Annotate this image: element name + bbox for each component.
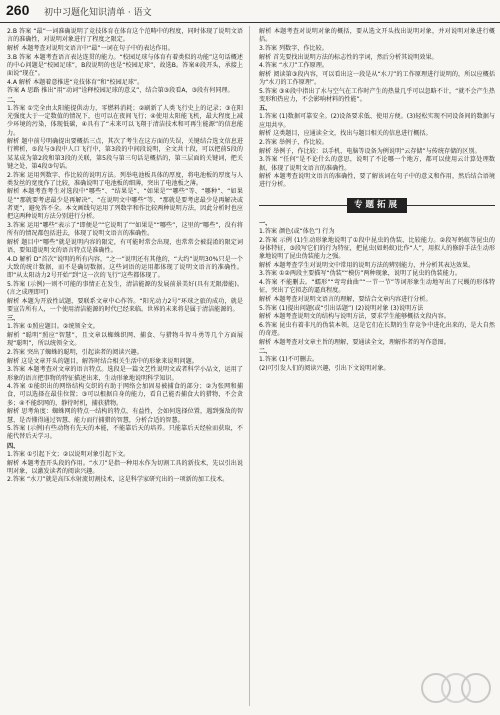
answer-paragraph: 6.答案 昆虫有着非凡的伪装本领，这是它们在长期的生存竞争中进化出来的，是大自然的奇迹。 — [259, 321, 495, 338]
answer-paragraph: 2.答案 举例子，作比较。 — [259, 138, 328, 146]
answer-paragraph: 解析 思考角度：蜘蛛网的特点一结构的特点，有益性，会如何选择位置，遇到强敌的智慧，是否懂得通过智慧、能力而行捕猎的智慧，分析合适的智慧。 — [7, 408, 243, 424]
answer-paragraph: 5.答案 (示例)有些动物有先天的本能，不能靠后天的培养。只能靠后天经验而获取，不能代替后天学习。 — [7, 425, 243, 441]
answer-paragraph: 5.答案 (示例)一则不可能的事情正在发生，清洁能源的发展前景美好(具有无限潜能)。(言之成理即可) — [7, 280, 243, 297]
answer-paragraph: 解析 这类题目，应通读全文，找出与题目相关的信息进行概括。 — [259, 130, 432, 138]
watermark-logo — [418, 668, 496, 710]
answer-paragraph: 5.答案 ③④段中指出了水与空气在工作时产生的热量几乎可以忽略不计，“就不会产生热变形和热应力，不会影响材料的性能”。 — [259, 87, 495, 103]
section-heading: 二、 — [7, 96, 20, 104]
answer-paragraph: 解析 本题考查学生对说明文中常用的说明方法的辨别能力，并分析其表达效果。 — [259, 261, 475, 269]
answer-paragraph: (2)可引发人们的阅读兴趣，引出下文说明对象。 — [259, 364, 390, 372]
section-heading: 一、 — [259, 219, 272, 227]
answer-paragraph: 解析 本题考查开头段的作用。“水刀”是指一种用水作为切割工具的新技术，先以引出说明对象，以激发读者的阅读兴趣。 — [7, 459, 243, 475]
answer-paragraph: 3.答案 列数字，作比较。 — [259, 44, 328, 52]
book-title: 初中习题化知识清单 · 语文 — [44, 8, 152, 18]
answer-paragraph: 解析 题目中“哪些”就是说明内容的限定，有可能时常会出现，也常常会被混淆的限定词语，要知道说明文的语言特点是准确性。 — [7, 238, 243, 255]
banner-label: 专题拓展 — [347, 198, 407, 213]
answer-paragraph: 1.答案 (1)数据可靠安全。(2)设备要求低、使用方便。(3)轻松实现不同设备间的数据与应用共享。 — [259, 113, 495, 129]
answer-paragraph: 解析 举例子，作比较：以手机、电脑等设备为例说明“云存储”与传统存储的区别。 — [259, 147, 481, 155]
answer-paragraph: 2.答案 突出了蜘蛛的聪明，引起读者的阅读兴趣。 — [7, 348, 143, 356]
answer-paragraph: 解析 本题为开放性试题，要联系文章中心作答。“阳光动力2号”环球之旅的成功，就是要宣告所有人，一个使用清洁能源的时代已经来临。世界的未来将是属于清洁能源的。 — [7, 297, 243, 313]
answer-paragraph: 解析 “聪明”照应“智慧”，且文章以蜘蛛织网、捕食、与猎物斗智斗勇等几个方面展现“聪明”，所以统领全文。 — [7, 332, 243, 348]
answer-paragraph: 解析 本题考查对说明对象的概括，要从选文开头找出说明对象，并对说明对象进行概括。 — [259, 28, 495, 44]
answer-paragraph: 解析 本题考查对文章主旨的理解，要通读全文，理解作者的写作意图。 — [259, 338, 450, 346]
answer-paragraph: 1.答案 颜色(或“体色”) 行为 — [259, 227, 335, 235]
answer-paragraph: 解析 本题考查说明文语言的准确性，要了解该词在句子中的意义和作用，然后结合语境进行分析。 — [259, 173, 495, 189]
section-banner — [259, 196, 495, 216]
answer-paragraph: 4.答案 ①能织出的网络结构交织的有助于网络会加固易被捕食的部分；②为张网和捕食，可以选择在最佳位置；③可以根据自身的能力，看自己能否捕食大的猎物，不会贪多；④不能织网的，静待时机，捕获猎物。 — [7, 383, 243, 407]
answer-paragraph: 4.答案 不能删去。“蠕形”“弯弯曲曲”“一节一节”等词形象生动地写出了尺蠖的形体特征，突出了它拟态的逼真程度。 — [259, 278, 495, 295]
answer-paragraph: 3.答案 ①②两段主要描写“伪装”“模仿”两种现象，说明了昆虫的伪装能力。 — [259, 270, 461, 278]
answer-paragraph: 2.答案 运用列数字、作比较的说明方法。列举电池板具体的厚度，将电池板的厚度与人类发丝的宽度作了比较，准确说明了电池板的细薄，突出了电池板之薄。 — [7, 171, 243, 187]
answer-paragraph: 2.B 答案 “最”一词准确说明了竞技体育在体育这个范畴中的程度，同时体现了说明文语言的准确性，对说明对象进行了程度之限定。 — [7, 28, 243, 44]
answer-paragraph: 3.答案 本题考查对文章的语言特点。选段是一篇文艺性说明文或者科学小品文，运用了形象的语言把事物的特征描述出来，生动形象地说明科学知识。 — [7, 366, 243, 382]
answer-paragraph: 3.答案 “任何”是不论什么的意思，说明了不论哪一个地方，都可以使用云计算处理数据，体现了说明文语言的准确性。 — [259, 156, 495, 172]
section-heading: 五、 — [259, 105, 272, 113]
section-heading: 四、 — [7, 442, 20, 450]
answer-paragraph: 解析 题中前号明确提出要概括三点，其次了考生在这方面的失误，关键结合选文信息进行辨析，⑤段与③段中人口飞行中，第3段的中间段说明，全文共十段，可以把前5段的某某成为第2段和第3段的关联，第5段与第三句话是概括的，第三层面的关键词，把关键之处，第4段③句话。 — [7, 138, 243, 170]
answer-paragraph: 2.答案 “水刀”就是高压水射流切割技术，这是科学家研究出的一项新的加工技术。 — [7, 476, 229, 484]
answer-paragraph: 1.答案 ①照应题目。②统领全文。 — [7, 323, 99, 331]
page-header — [0, 0, 500, 23]
answer-paragraph: 解析 本题考查考生对选段中“哪些”、“结果是”、“如果是”“哪些”等、“哪种”、“如果是”“那就要考虑最少是再解决”、“在说明文中哪些”等、“那就是要考虑最少是再解决或者更”，避免答不全。本文画线句运用了列数字和作比较两种说明方法，因此分析时也应把这两种说明方法分别进行分析。 — [7, 188, 243, 221]
answer-paragraph: 3.答案 运用“哪些”表示了“即便是”“它说明了”“如果是”“哪些”，这里的“哪些”，没有将所有的情况都包括进去，体现了说明文语言的准确性。 — [7, 221, 243, 238]
answer-paragraph: 1.答案 ①完全由太阳能提供动力，零燃料消耗；②刷新了人类飞行史上的记录；③在阳光强度大于一定数值的情况下，也可以在夜间飞行；④使用太阳能飞机，最大程度上减少环境的污染，体现低碳，④具有了“未来可以飞翔于清洁技术和可再生能源”的信息能力。 — [7, 104, 243, 137]
section-heading: 三、 — [7, 315, 20, 323]
answer-paragraph: 解析 本题考查说明文的结构与说明方法，要求学生能够概括文段内容。 — [259, 313, 450, 321]
column-divider — [249, 26, 250, 706]
answer-paragraph: 1.答案 (1)不可删去。 — [259, 356, 319, 364]
answer-paragraph: 4.A 解析 本题着意推进“竞技体育”和“校园足球”。 — [7, 78, 144, 86]
answer-paragraph: 4.D 解析 D“首次”说明的所有内容，“之一”说明还有其他的，“大约”说明30%只是一个大致的统计数据，而不是确切数据。这些词语的运用都体现了说明文语言的准确性。即“从太阳动力2号开始”到“这一次的飞行”这些都体现了。 — [7, 255, 243, 280]
answer-paragraph: 解析 阅读第③段内容，可以看出这一段是从“水刀”的工作原理进行说明的，所以应概括为“水刀的工作原理”。 — [259, 70, 495, 87]
section-heading: 二、 — [259, 347, 272, 355]
answer-paragraph: 2.答案 示例 (1)生动形象地说明了①段中昆虫的伪装、比较能力。②段写蚂蚁等昆虫的身体特征，③段写它们的行为特征，把昆虫(如蚂蚁)比作“人”，用拟人的修辞手法生动形象地说明了昆虫伪装能力之强。 — [259, 236, 495, 261]
answer-paragraph: 答案 A 思路 推出“用“动词”诠释校园足球的意义”，结合第③段看A，③段有何同理。 — [7, 87, 234, 95]
page-number: 260 — [6, 2, 30, 18]
left-column — [7, 28, 243, 485]
right-column — [259, 28, 495, 373]
answer-paragraph: 3.B 答案 本题考查语言表达连贯的能力。“校园足球与体育有着类似的功能”这句话概述的中心问题是“校园足球”，B段说明的也是“校园足球”，故选B。答案④段开头，承接上面说“现在”。 — [7, 53, 243, 78]
answer-paragraph: 4.答案 “水刀”工作原理。 — [259, 62, 328, 70]
answer-paragraph: 5.答案 (1)提出问题(或“引出话题”) (2)说明对象 (3)说明方法 — [259, 304, 424, 312]
answer-paragraph: 1.答案 ①引起下文；②以说明对象引起下文。 — [7, 450, 130, 458]
answer-paragraph: 解析 本题考查对说明文语言中“最”一词在句子中的表达作用。 — [7, 44, 174, 52]
answer-paragraph: 解析 这是文章开头的题目，解答时结合相关生活中的形象来说明问题。 — [7, 357, 198, 365]
answer-paragraph: 解析 首先要找出说明方法的标志性的字词，然后分析其说明效果。 — [259, 53, 438, 61]
answer-paragraph: 解析 本题考查对说明文语言的理解，要结合文章内容进行分析。 — [259, 295, 432, 303]
